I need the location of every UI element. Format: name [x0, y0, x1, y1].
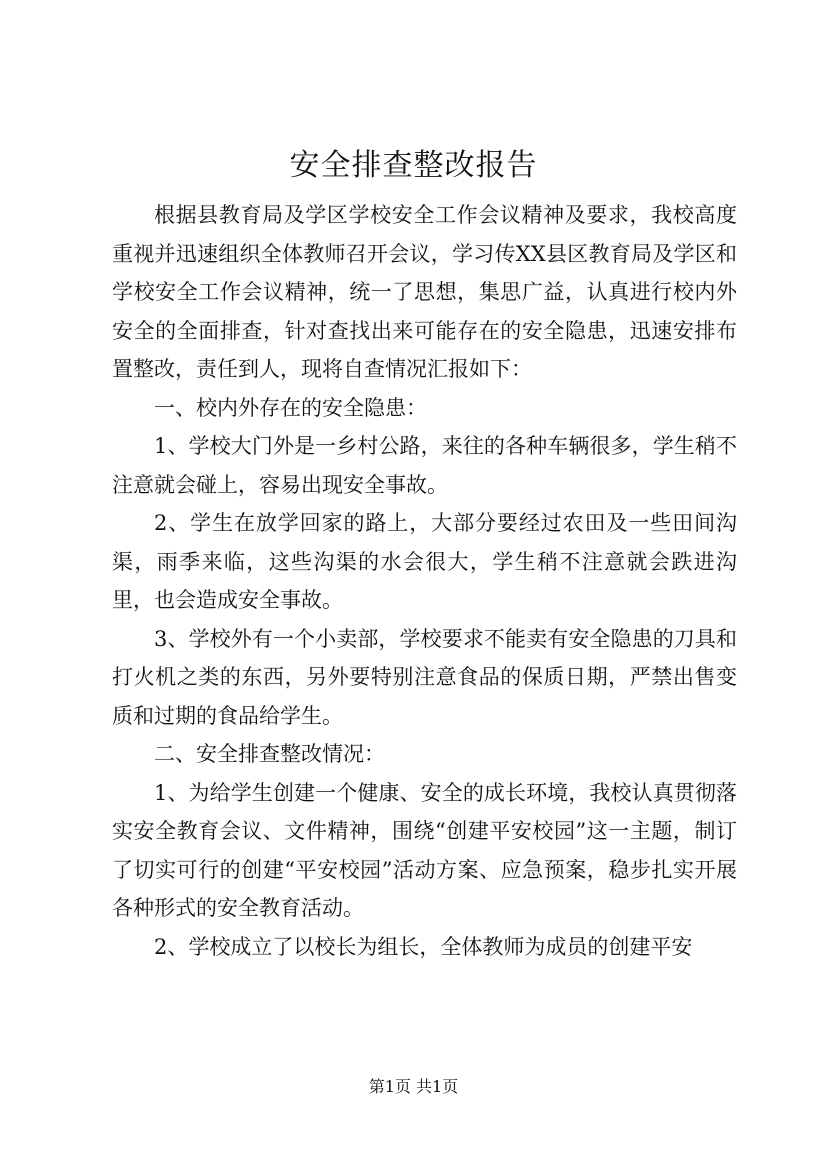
paragraph-rectification-2: 2、学校成立了以校长为组长，全体教师为成员的创建平安	[154, 934, 693, 959]
paragraph-intro: 根据县教育局及学区学校安全工作会议精神及要求，我校高度重视并迅速组织全体教师召开会议，学习传XX县区教育局及学区和学校安全工作会议精神，统一了思想，集思广益，认真进行校内外安全的全面排查，针对查找出来可能存在的安全隐患，迅速安排布置整改，责任到人，现将自查情况汇报如下：	[112, 203, 737, 381]
paragraph-rectification-1: 1、为给学生创建一个健康、安全的成长环境，我校认真贯彻落实安全教育会议、文件精神，围绕“创建平安校园”这一主题，制订了切实可行的创建“平安校园”活动方案、应急预案，稳步扎实开展各种形式的安全教育活动。	[112, 780, 737, 920]
paragraph-hazard-2: 2、学生在放学回家的路上，大部分要经过农田及一些田间沟渠，雨季来临，这些沟渠的水会很大，学生稍不注意就会跌进沟里，也会造成安全事故。	[112, 511, 737, 612]
paragraph-hazard-1: 1、学校大门外是一乡村公路，来往的各种车辆很多，学生稍不注意就会碰上，容易出现安全事故。	[112, 434, 737, 497]
document-title: 安全排查整改报告	[289, 148, 538, 183]
paragraph-hazard-3: 3、学校外有一个小卖部，学校要求不能卖有安全隐患的刀具和打火机之类的东西，另外要特别注意食品的保质日期，严禁出售变质和过期的食品给学生。	[112, 626, 737, 728]
section-heading-rectification: 二、安全排查整改情况：	[154, 742, 385, 766]
page-number-footer: 第1页 共1页	[368, 1077, 459, 1096]
section-heading-hazards: 一、校内外存在的安全隐患：	[154, 395, 427, 420]
document-body	[112, 196, 737, 966]
